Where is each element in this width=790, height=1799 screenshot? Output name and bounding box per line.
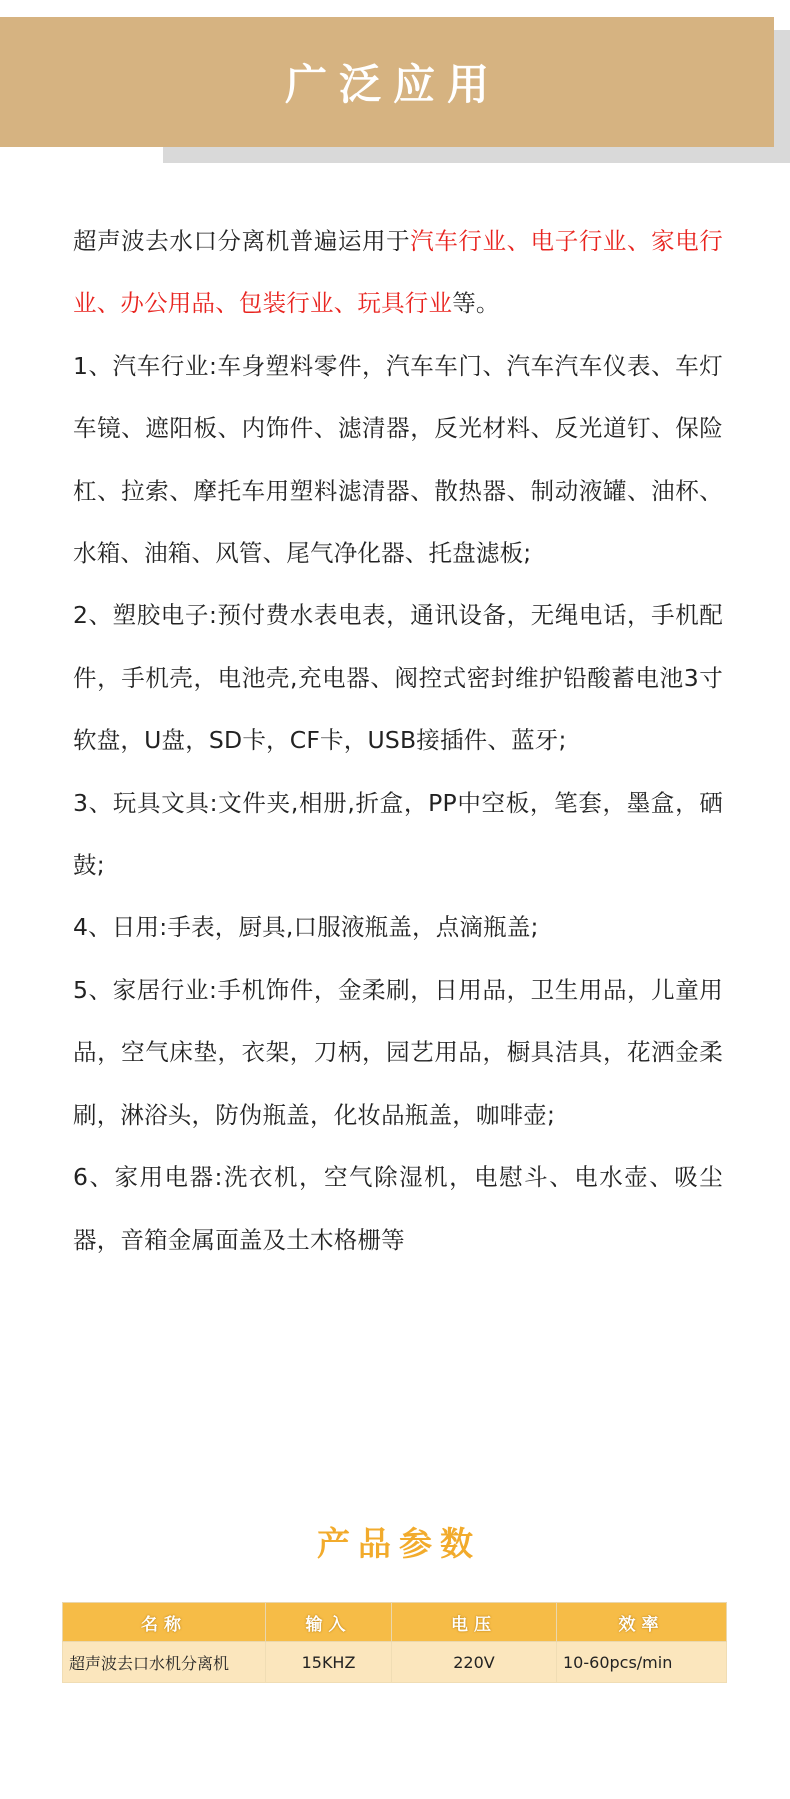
application-item-stationery: 3、玩具文具:文件夹,相册,折盒，PP中空板，笔套，墨盒，硒鼓; [73, 788, 723, 880]
application-item-electronics: 2、塑胶电子:预付费水表电表，通讯设备，无绳电话，手机配件，手机壳，电池壳,充电器、阀控式密封维护铅酸蓄电池3寸软盘，U盘，SD卡，CF卡，USB接插件、蓝牙; [73, 601, 723, 755]
header-efficiency: 效率 [557, 1603, 727, 1642]
table-row [63, 1642, 727, 1683]
banner [0, 17, 774, 147]
cell-input: 15KHZ [266, 1642, 392, 1683]
cell-efficiency: 10-60pcs/min [557, 1642, 727, 1683]
intro-paragraph [73, 210, 723, 335]
params-title: 产品参数 [317, 1524, 481, 1563]
params-table [62, 1602, 727, 1683]
intro-suffix: 等。 [452, 289, 500, 318]
header-name: 名称 [63, 1603, 266, 1642]
intro-prefix: 超声波去水口分离机普遍运用于 [73, 227, 411, 255]
cell-voltage: 220V [392, 1642, 557, 1683]
application-item-automotive: 1、汽车行业:车身塑料零件，汽车车门、汽车汽车仪表、车灯车镜、遮阳板、内饰件、滤清器，反光材料、反光道钉、保险杠、拉索、摩托车用塑料滤清器、散热器、制动液罐、油杯、水箱、油箱、风管、尾气净化器、托盘滤板; [73, 351, 723, 568]
banner-title: 广泛应用 [284, 60, 501, 109]
application-content [73, 210, 723, 1271]
cell-name: 超声波去口水机分离机 [63, 1642, 266, 1683]
intro-highlight: 汽车行业、电子行业、家电行业、办公用品、包装行业、玩具行业 [73, 227, 723, 318]
table-header-row [63, 1603, 727, 1642]
application-item-appliances: 6、家用电器:洗衣机，空气除湿机，电慰斗、电水壶、吸尘器，音箱金属面盖及土木格栅等 [73, 1163, 723, 1254]
application-item-daily-use: 4、日用:手表，厨具,口服液瓶盖，点滴瓶盖; [73, 913, 539, 942]
header-voltage: 电压 [392, 1603, 557, 1642]
application-item-household: 5、家居行业:手机饰件，金柔刷，日用品，卫生用品，儿童用品，空气床垫，衣架，刀柄，园艺用品，橱具洁具，花洒金柔刷，淋浴头，防伪瓶盖，化妆品瓶盖，咖啡壶; [73, 975, 723, 1129]
header-input: 输入 [266, 1603, 392, 1642]
